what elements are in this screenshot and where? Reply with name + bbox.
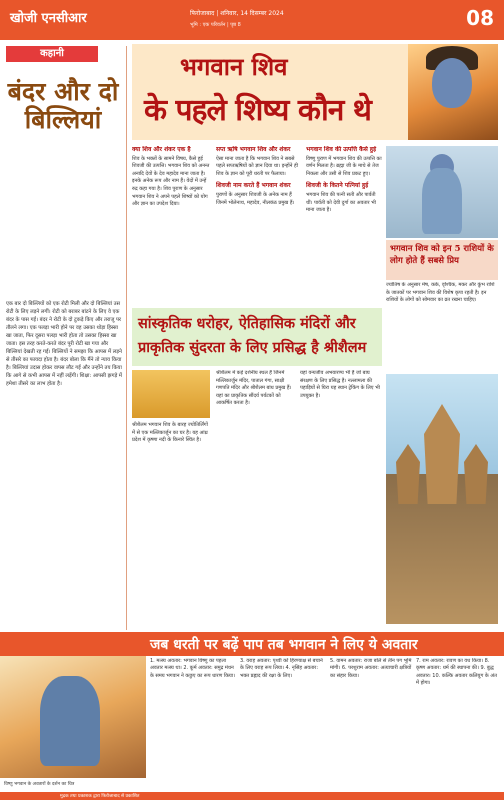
sidebar-headline: भगवान शिव को इन 5 राशियों के लोग होते हैं सबसे प्रिय xyxy=(386,240,498,280)
column-text: श्रीशैलम भगवान शिव के बारह ज्योतिर्लिंगों में से एक मल्लिकार्जुन का घर है। यह आंध्र प्रदेश में कृष्णा नदी के किनारे स्थित है। xyxy=(132,422,208,444)
story-headline: बंदर और दो बिल्लियां xyxy=(7,77,119,134)
imprint-footer xyxy=(0,792,504,800)
sidebar-body: ज्योतिष के अनुसार मेष, कर्क, वृश्चिक, मकर और कुंभ राशि के जातकों पर भगवान शिव की विशेष कृपा रहती है। इन राशियों के लोगों को सोमवार का व्रत रखना चाहिए। xyxy=(386,282,495,304)
feature-column-3 xyxy=(300,370,382,625)
lead-headline-line1: भगवान शिव xyxy=(180,52,288,81)
column-text: यहां वन्यजीव अभयारण्य भी है जो बाघ संरक्षण के लिए प्रसिद्ध है। नल्लामला की पहाड़ियों से घिरा यह स्थान ट्रेकिंग के लिए भी उपयुक्त है। xyxy=(300,370,380,399)
temple-tower-left xyxy=(396,444,420,504)
issue-meta: भूमि : एक परिवर्तन | पृष्ठ 8 xyxy=(190,22,241,28)
column-text: श्रीशैलम में कई दर्शनीय स्थल हैं जिनमें मल्लिकार्जुन मंदिर, पाताल गंगा, साक्षी गणपति मंदिर और श्रीशैलम बांध प्रमुख हैं। यहां का प्राकृतिक सौंदर्य पर्यटकों को आकर्षित करता है। xyxy=(216,370,292,407)
column-text: पुराणों के अनुसार शिवजी के अनेक नाम हैं जिनमें भोलेनाथ, महादेव, नीलकंठ प्रमुख हैं। xyxy=(216,191,295,206)
avatar-column-2: 3. वराह अवतार: पृथ्वी को हिरण्याक्ष से बचाने के लिए वराह रूप लिया। 4. नृसिंह अवतार: भक्त प्रह्लाद की रक्षा के लिए। xyxy=(240,658,323,679)
image-caption: विष्णु भगवान के अवतारों के दर्शन का चित्र xyxy=(4,782,75,787)
subhead: क्या शिव और शंकर एक है xyxy=(132,146,191,153)
column-text: भगवान शिव की पत्नी सती और पार्वती थीं। पार्वती को देवी दुर्गा का अवतार भी माना जाता है। xyxy=(306,191,376,214)
issue-date: फिरोजाबाद | शनिवार, 14 दिसम्बर 2024 xyxy=(190,10,284,17)
temple-tower-main xyxy=(424,404,460,504)
temple-tower-right xyxy=(464,444,488,504)
bottom-headline: जब धरती पर बढ़ें पाप तब भगवान ने लिए ये अवतार xyxy=(150,637,418,653)
article-column-1 xyxy=(132,146,212,306)
lead-banner xyxy=(132,44,498,140)
feature-column-2 xyxy=(216,370,296,625)
subhead: भगवान शिव की उत्पत्ति कैसे हुई xyxy=(306,146,377,153)
avatar-column-4: 7. राम अवतार: रावण का वध किया। 8. कृष्ण अवतार: धर्म की स्थापना की। 9. बुद्ध अवतार। 10. कल्कि अवतार कलियुग के अंत में होगा। xyxy=(416,658,497,687)
subhead: शिवजी के कितने पत्नियां हुई xyxy=(306,182,369,190)
masthead xyxy=(0,0,504,40)
feature-column-1 xyxy=(132,370,212,625)
column-text: शिव के भक्तों के सामने विषय, कैसे हुई शिवजी की उत्पत्ति। भगवान शिव को अनन्त अनादि देवों के देव महादेव माना जाता है। इनके अनेक रूप और नाम हैं। वेदों में उन्हें रुद्र कहा गया है। शिव पुराण के अनुसार भगवान शिव ने अपने पहले शिष्यों को योग और ज्ञान का उपदेश दिया। xyxy=(132,155,210,208)
section-tag: कहानी xyxy=(6,46,98,62)
article-column-3 xyxy=(306,146,382,306)
feature-band xyxy=(132,308,382,366)
article-column-2 xyxy=(216,146,302,306)
lead-headline-line2: के पहले शिष्य कौन थे xyxy=(144,93,371,128)
column-text: ऐसा माना जाता है कि भगवान शिव ने सबसे पहले सप्तऋषियों को ज्ञान दिया था। इन्होंने ही शिव के ज्ञान को पूरी धरती पर फैलाया। xyxy=(216,155,298,177)
subhead: सप्त ऋषि भगवान शिव और शंकर xyxy=(216,146,291,153)
imprint-text: मुद्रक तथा प्रकाशक द्वारा फिरोजाबाद से प्रकाशित xyxy=(60,794,140,799)
painting-figure xyxy=(40,676,100,766)
temple-thumbnail xyxy=(132,370,210,418)
feature-headline: सांस्कृतिक धरोहर, ऐतिहासिक मंदिरों और प्राकृतिक सुंदरता के लिए प्रसिद्ध है श्रीशैलम xyxy=(138,315,367,356)
shiva-image xyxy=(408,44,498,140)
story-body: एक बार दो बिल्लियों को एक रोटी मिली और दो बिल्लियां उस रोटी के लिए लड़ने लगीं। रोटी को बराबर बांटने के लिए वे एक बंदर के पास गईं। बंदर ने रोटी के दो टुकड़े किए और तराजू पर तौलने लगा। एक पलड़ा भारी होने पर वह उसका थोड़ा हिस्सा खा जाता, फिर दूसरा पलड़ा भारी होता तो उसका हिस्सा खा जाता। इस तरह करते-करते बंदर पूरी रोटी खा गया और बिल्लियां देखती रह गईं। बिल्लियों ने समझा कि आपस में लड़ने से तीसरे का फायदा होता है। बंदर बोला कि मैंने तो न्याय किया है। बिल्लियां उदास होकर वापस लौट गईं और उन्होंने तय किया कि आगे से कभी आपस में नहीं लड़ेंगी। शिक्षा: आपसी झगड़े में हमेशा तीसरे का लाभ होता है। xyxy=(6,301,123,387)
statue-body xyxy=(422,168,462,234)
avatar-column-1: 1. मत्स्य अवतार: भगवान विष्णु का पहला अवतार मत्स्य था। 2. कूर्म अवतार: समुद्र मंथन के समय भगवान ने कछुए का रूप धारण किया। xyxy=(150,658,236,679)
column-divider xyxy=(126,46,127,630)
avatar-column-3: 5. वामन अवतार: राजा बलि से तीन पग भूमि मांगी। 6. परशुराम अवतार: अत्याचारी क्षत्रियों का संहार किया। xyxy=(330,658,412,679)
shiva-statue-image xyxy=(386,146,498,238)
page-number: 08 xyxy=(466,6,494,30)
srisailam-temple-image xyxy=(386,374,498,624)
avatar-painting xyxy=(0,656,146,778)
brand-logo: खोजी एनसीआर xyxy=(10,11,87,26)
bottom-headline-band xyxy=(0,632,504,656)
subhead: शिवजी नाम करते हैं भगवान शंकर xyxy=(216,182,291,190)
shiva-face xyxy=(432,58,472,108)
column-text: विष्णु पुराण में भगवान शिव की उत्पत्ति का वर्णन मिलता है। ब्रह्मा जी के माथे से तेज निकला और उसी से शिव प्रकट हुए। xyxy=(306,155,382,177)
